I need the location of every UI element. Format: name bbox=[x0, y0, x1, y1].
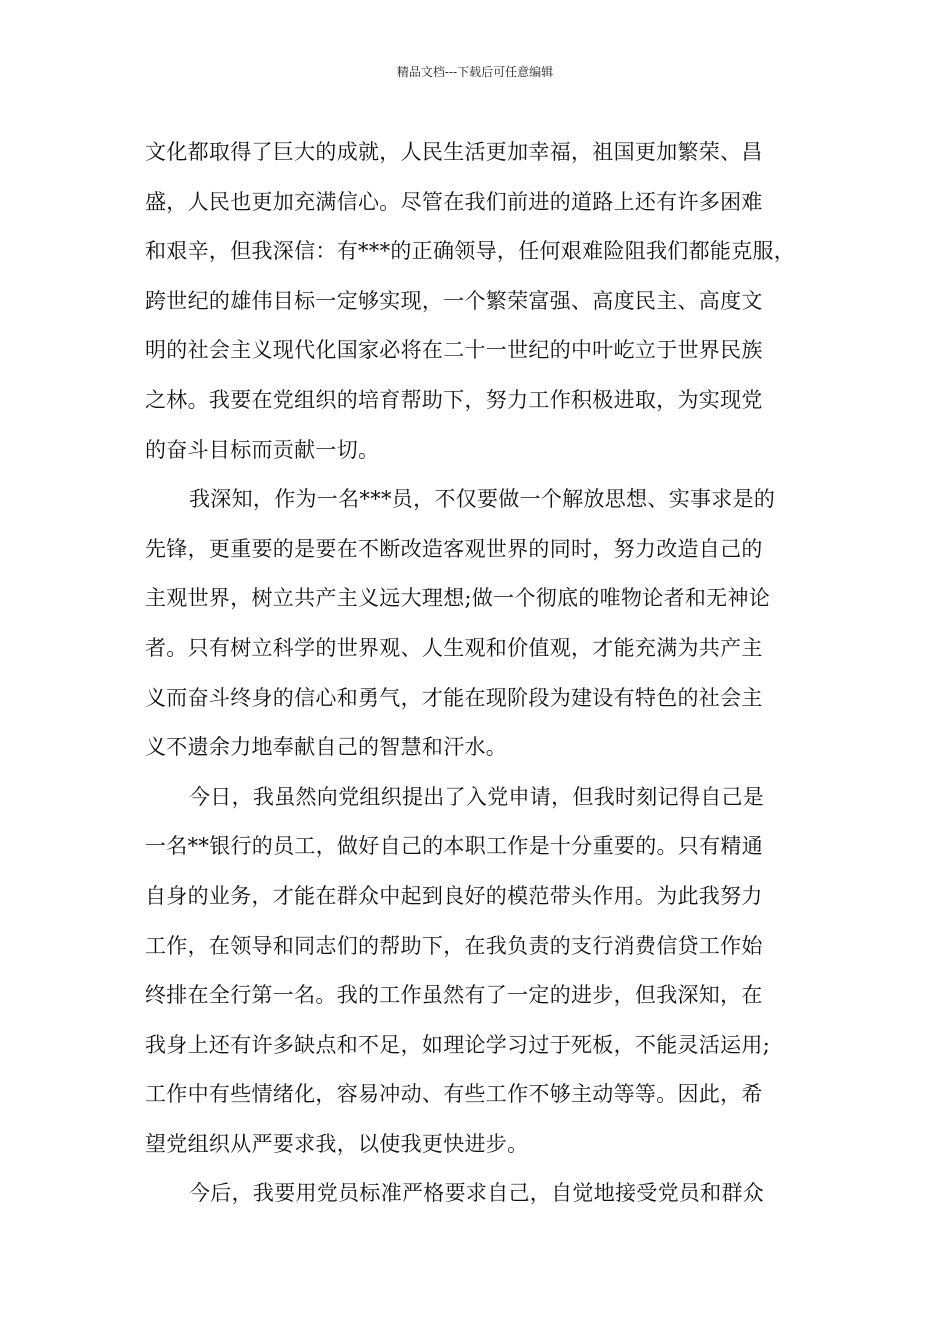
text-line: 终排在全行第一名。我的工作虽然有了一定的进步，但我深知，在 bbox=[145, 983, 763, 1008]
text-line: 主观世界，树立共产主义远大理想;做一个彻底的唯物论者和无神论 bbox=[145, 586, 771, 611]
text-line: 我身上还有许多缺点和不足，如理论学习过于死板，不能灵活运用; bbox=[145, 1032, 771, 1057]
text-line: 工作，在领导和同志们的帮助下，在我负责的支行消费信贷工作始 bbox=[145, 933, 763, 958]
text-line: 的奋斗目标而贡献一切。 bbox=[145, 437, 380, 462]
text-line: 望党组织从严要求我，以使我更快进步。 bbox=[145, 1131, 529, 1156]
document-body bbox=[145, 128, 835, 1219]
text-line: 明的社会主义现代化国家必将在二十一世纪的中叶屹立于世界民族 bbox=[145, 338, 763, 363]
text-line: 和艰辛，但我深信：有***的正确领导，任何艰难险阻我们都能克服， bbox=[145, 239, 796, 264]
paragraph-first-line: 今日，我虽然向党组织提出了入党申请，但我时刻记得自己是 bbox=[189, 784, 765, 809]
text-line: 先锋，更重要的是要在不断改造客观世界的同时，努力改造自己的 bbox=[145, 536, 763, 561]
paragraph-first-line: 我深知，作为一名***员，不仅要做一个解放思想、实事求是的 bbox=[189, 487, 776, 512]
text-line: 者。只有树立科学的世界观、人生观和价值观，才能充满为共产主 bbox=[145, 635, 763, 660]
paragraph-first-line: 今后，我要用党员标准严格要求自己，自觉地接受党员和群众 bbox=[189, 1181, 765, 1206]
text-line: 义而奋斗终身的信心和勇气，才能在现阶段为建设有特色的社会主 bbox=[145, 685, 763, 710]
text-line: 自身的业务，才能在群众中起到良好的模范带头作用。为此我努力 bbox=[145, 883, 763, 908]
text-line: 之林。我要在党组织的培育帮助下，努力工作积极进取，为实现党 bbox=[145, 387, 763, 412]
text-line: 盛，人民也更加充满信心。尽管在我们前进的道路上还有许多困难 bbox=[145, 189, 763, 214]
text-line: 一名**银行的员工，做好自己的本职工作是十分重要的。只有精通 bbox=[145, 834, 763, 859]
text-line: 义不遗余力地奉献自己的智慧和汗水。 bbox=[145, 735, 508, 760]
text-line: 工作中有些情绪化，容易冲动、有些工作不够主动等等。因此，希 bbox=[145, 1082, 763, 1107]
page-header: 精品文档---下载后可任意编辑 bbox=[396, 65, 554, 79]
text-line: 文化都取得了巨大的成就，人民生活更加幸福，祖国更加繁荣、昌 bbox=[145, 140, 763, 164]
text-line: 跨世纪的雄伟目标一定够实现，一个繁荣富强、高度民主、高度文 bbox=[145, 288, 763, 313]
